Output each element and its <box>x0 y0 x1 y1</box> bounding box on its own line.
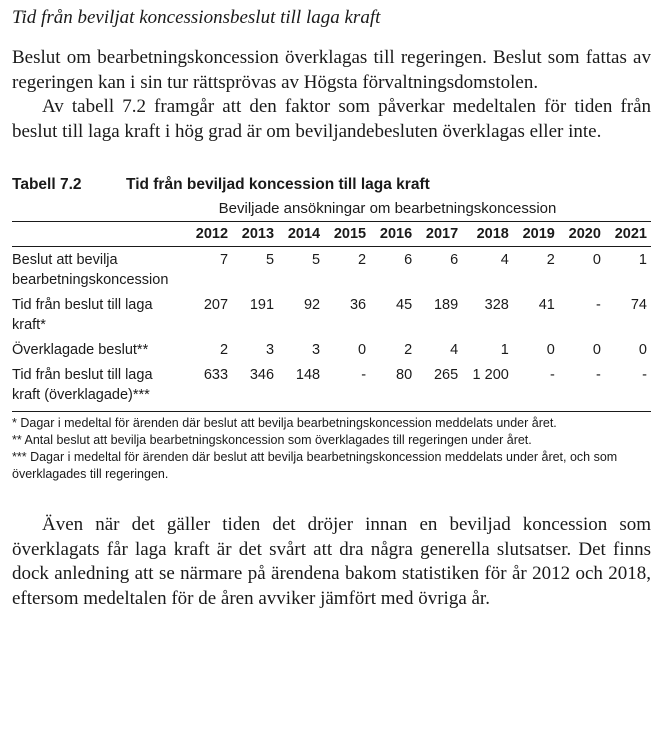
table-cell: 1 <box>500 342 509 358</box>
table-cell: 328 <box>484 297 509 313</box>
header-year: 2013 <box>232 222 278 247</box>
table-cell: 265 <box>433 367 459 383</box>
footnote: * Dagar i medeltal för ärenden där beslut att bevilja bearbetningskoncession meddelats under året. <box>12 416 557 430</box>
table-cell: 2 <box>219 342 229 358</box>
table-cell: - <box>596 367 601 383</box>
table-row <box>12 362 651 409</box>
footnote: *** Dagar i medeltal för ärenden där beslut att bevilja bearbetningskoncession meddelats under året, och som överklagades till regeringen. <box>12 450 618 481</box>
table-subtitle: Beviljade ansökningar om bearbetningskoncession <box>218 200 557 217</box>
table-cell: 36 <box>349 297 367 313</box>
table-cell: 633 <box>203 367 229 383</box>
table-cell: 4 <box>450 342 459 358</box>
table-cell: - <box>596 297 601 313</box>
table-cell: 45 <box>396 297 413 313</box>
closing-paragraph: Även när det gäller tiden det dröjer innan en beviljad koncession som överklagats får laga kraft är det svårt att dra några generella slutsatser. Det finns dock anledning att se närmare på ärendena bakom statistiken för år 2012 och 2018, eftersom medeltalen för de åren avviker jämfört med övriga år. <box>12 514 651 609</box>
table-title: Tid från beviljad koncession till laga kraft <box>126 176 430 193</box>
table-cell: 80 <box>396 367 413 383</box>
paragraph-1: Beslut om bearbetningskoncession överklagas till regeringen. Beslut som fattas av regeringen kan i sin tur rättsprövas av Högsta förvaltningsdomstolen. <box>12 47 651 93</box>
table-cell: 6 <box>404 252 413 268</box>
table-cell: 0 <box>638 342 647 358</box>
table-number: Tabell 7.2 <box>12 176 82 193</box>
table-cell: 0 <box>592 252 601 268</box>
row-label: Överklagade beslut** <box>12 342 149 358</box>
footnote: ** Antal beslut att bevilja bearbetningskoncession som överklagades till regeringen under året. <box>12 433 532 447</box>
table-cell: 148 <box>295 367 321 383</box>
header-year: 2020 <box>559 222 605 247</box>
table-cell: 207 <box>203 297 229 313</box>
row-label: Tid från beslut till laga kraft* <box>12 297 153 333</box>
header-year: 2014 <box>278 222 324 247</box>
table-cell: 191 <box>249 297 275 313</box>
header-year: 2018 <box>462 222 513 247</box>
data-table <box>12 221 651 409</box>
row-label: Tid från beslut till laga kraft (överklagade)*** <box>12 367 153 403</box>
table-cell: 41 <box>538 297 555 313</box>
section-heading: Tid från beviljat koncessionsbeslut till laga kraft <box>12 7 381 28</box>
table-cell: 92 <box>303 297 321 313</box>
table-bottom-rule <box>12 411 651 412</box>
table-cell: 346 <box>249 367 275 383</box>
paragraph-2: Av tabell 7.2 framgår att den faktor som påverkar medeltalen för tiden från beslut till laga kraft i hög grad är om beviljandebesluten överklagas eller inte. <box>12 96 651 142</box>
table-cell: 3 <box>312 342 321 358</box>
table-cell: 5 <box>312 252 321 268</box>
table-cell: 189 <box>433 297 459 313</box>
table-cell: 1 <box>638 252 647 268</box>
header-year: 2016 <box>370 222 416 247</box>
table-cell: 3 <box>265 342 275 358</box>
table-cell: 5 <box>265 252 275 268</box>
table-cell: 1 200 <box>472 367 509 383</box>
header-year: 2019 <box>513 222 559 247</box>
header-year: 2015 <box>324 222 370 247</box>
table-cell: 74 <box>630 297 647 313</box>
table-cell: 7 <box>219 252 229 268</box>
table-cell: - <box>361 367 367 383</box>
table-cell: 4 <box>500 252 509 268</box>
table-cell: - <box>642 367 647 383</box>
table-cell: 2 <box>546 252 555 268</box>
table-header-row <box>12 222 651 247</box>
table-cell: 2 <box>358 252 367 268</box>
row-label: Beslut att bevilja bearbetningskoncession <box>12 252 169 288</box>
table-cell: 6 <box>450 252 459 268</box>
table-row <box>12 247 651 293</box>
header-label-cell <box>12 222 186 247</box>
table-cell: 0 <box>592 342 601 358</box>
table-cell: 2 <box>404 342 413 358</box>
table-row <box>12 337 651 362</box>
header-year: 2021 <box>605 222 651 247</box>
table-row <box>12 292 651 337</box>
table-cell: 0 <box>358 342 367 358</box>
table-caption <box>12 176 651 194</box>
table-cell: - <box>550 367 555 383</box>
table-cell: 0 <box>546 342 555 358</box>
header-year: 2012 <box>186 222 232 247</box>
header-year: 2017 <box>416 222 462 247</box>
table-footnotes <box>12 415 651 483</box>
